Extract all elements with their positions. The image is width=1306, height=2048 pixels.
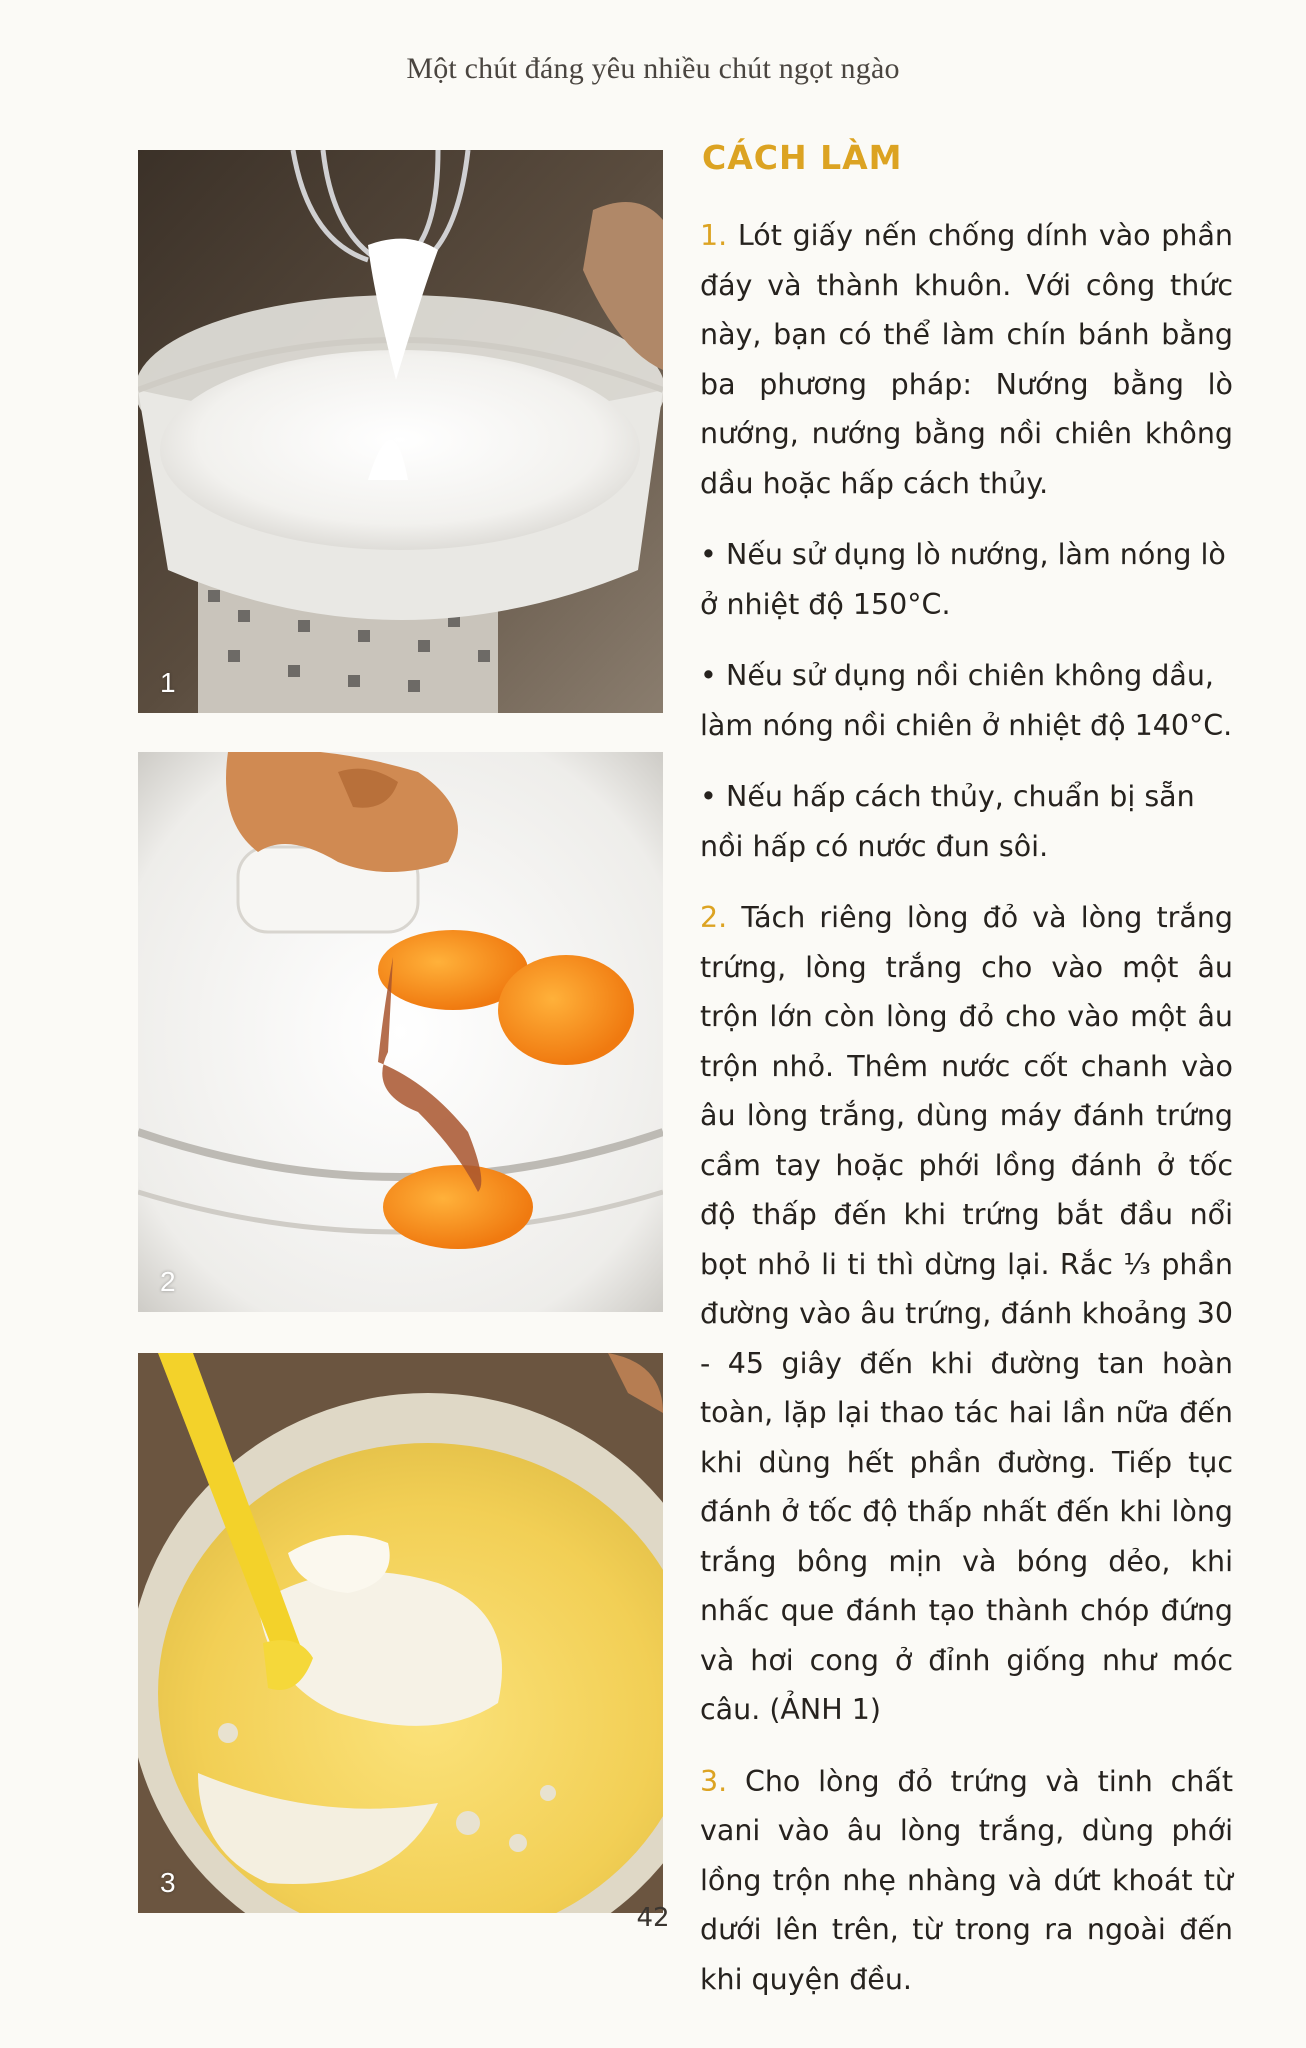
- step-number: 1.: [700, 219, 728, 252]
- photo-step-3: [138, 1353, 663, 1913]
- step-2: [700, 893, 1233, 1735]
- photo-step-1: [138, 150, 663, 713]
- photo-step-2: [138, 752, 663, 1312]
- bullet-marker: •: [700, 659, 717, 692]
- page-number: 42: [636, 1903, 670, 1933]
- section-title: CÁCH LÀM: [702, 138, 903, 177]
- step-1: [700, 211, 1233, 508]
- bullet-air-fryer: [700, 651, 1233, 750]
- photo-number: 2: [160, 1266, 176, 1297]
- batter-bowl-illustration: [138, 1353, 663, 1913]
- photo-number: 1: [160, 667, 176, 698]
- step-3: [700, 1757, 1233, 2005]
- bullet-marker: •: [700, 780, 717, 813]
- instructions-column: [700, 138, 1233, 2026]
- step-text: Cho lòng đỏ trứng và tinh chất vani vào âu lòng trắng, dùng phới lồng trộn nhẹ nhàng và dứt khoát từ dưới lên trên, từ trong ra ngoài đến khi quyện đều.: [700, 1764, 1233, 1996]
- yolks-bowl-illustration: [138, 752, 663, 1312]
- step-text: Tách riêng lòng đỏ và lòng trắng trứng, lòng trắng cho vào một âu trộn lớn còn lòng đỏ cho vào một âu trộn nhỏ. Thêm nước cốt chanh vào âu lòng trắng, dùng máy đánh trứng cầm tay hoặc phới lồng đánh ở tốc độ thấp đến khi trứng bắt đầu nổi bọt nhỏ li ti thì dừng lại. Rắc ⅓ phần đường vào âu trứng, đánh khoảng 30 - 45 giây đến khi đường tan hoàn toàn, lặp lại thao tác hai lần nữa đến khi dùng hết phần đường. Tiếp tục đánh ở tốc độ thấp nhất đến khi lòng trắng bông mịn và bóng dẻo, khi nhấc que đánh tạo thành chóp đứng và hơi cong ở đỉnh giống như móc câu. (ẢNH 1): [700, 901, 1233, 1726]
- bullet-oven: [700, 530, 1233, 629]
- bullet-text: Nếu sử dụng nồi chiên không dầu, làm nóng nồi chiên ở nhiệt độ 140°C.: [700, 659, 1233, 742]
- bullet-steamer: [700, 772, 1233, 871]
- bullet-marker: •: [700, 538, 717, 571]
- running-header: Một chút đáng yêu nhiều chút ngọt ngào: [406, 52, 900, 85]
- bullet-text: Nếu sử dụng lò nướng, làm nóng lò ở nhiệt độ 150°C.: [700, 538, 1226, 621]
- meringue-bowl-illustration: [138, 150, 663, 713]
- step-number: 2.: [700, 901, 728, 934]
- step-number: 3.: [700, 1764, 728, 1798]
- step-text: Lót giấy nến chống dính vào phần đáy và thành khuôn. Với công thức này, bạn có thể làm chín bánh bằng ba phương pháp: Nướng bằng lò nướng, nướng bằng nồi chiên không dầu hoặc hấp cách thủy.: [700, 219, 1233, 500]
- photo-number: 3: [160, 1867, 176, 1898]
- bullet-text: Nếu hấp cách thủy, chuẩn bị sẵn nồi hấp có nước đun sôi.: [700, 780, 1195, 863]
